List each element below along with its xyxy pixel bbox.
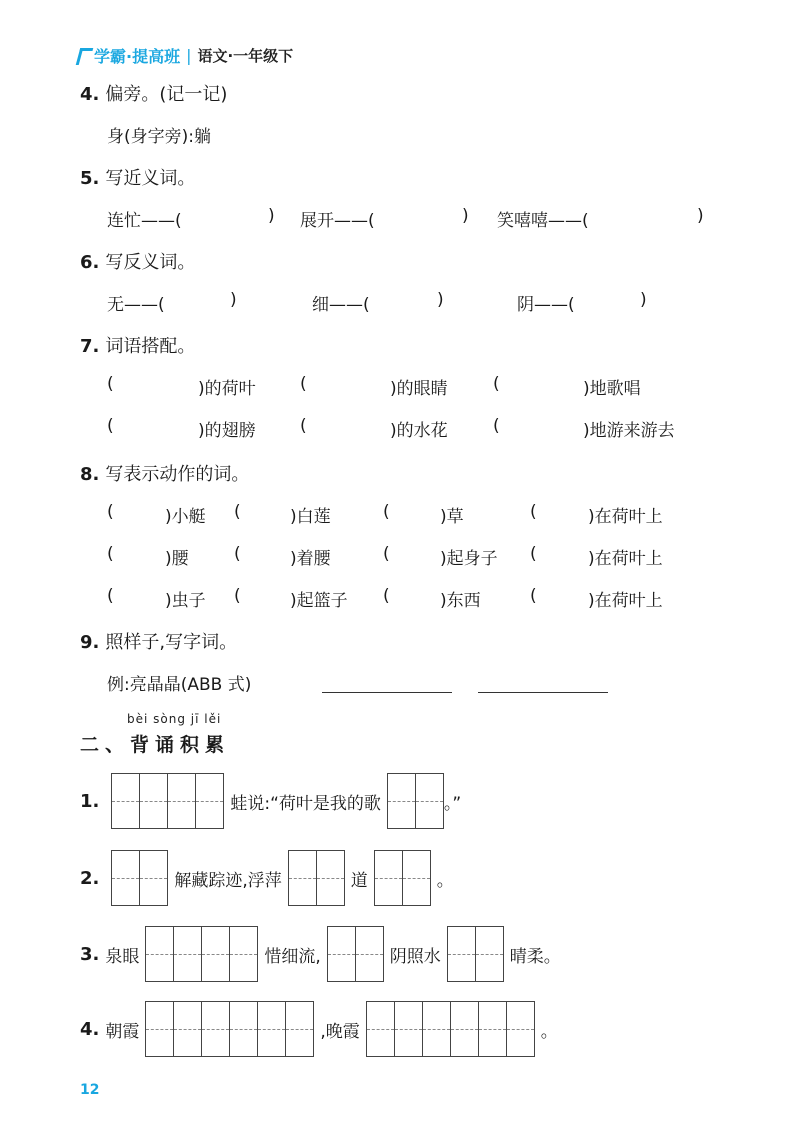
grid-cell[interactable] [174, 927, 202, 981]
q9-example: 例:亮晶晶(ABB 式) [107, 675, 252, 695]
grid-cell[interactable] [112, 851, 140, 905]
grid-cell[interactable] [479, 1002, 507, 1056]
q5-item-2-left: 展开——( [300, 211, 375, 231]
writing-grid[interactable] [288, 850, 345, 906]
grid-cell[interactable] [395, 1002, 423, 1056]
grid-cell[interactable] [168, 774, 196, 828]
grid-cell[interactable] [403, 851, 430, 905]
grid-cell[interactable] [317, 851, 344, 905]
q8-r3-text-3: )东西 [440, 591, 481, 611]
recite-item-3: 3. 泉眼 惜细流, 阴照水 晴柔。 [80, 926, 561, 982]
question-8-title: 8. 写表示动作的词。 [80, 464, 250, 485]
q8-r1-open-3: ( [383, 502, 390, 522]
q6-item-3-right: ) [640, 290, 647, 310]
grid-cell[interactable] [476, 927, 503, 981]
q7-r1-text-1: )的荷叶 [198, 379, 256, 399]
grid-cell[interactable] [423, 1002, 451, 1056]
q8-r3-text-1: )虫子 [165, 591, 206, 611]
subject-title: 语文·一年级下 [197, 46, 294, 65]
writing-grid[interactable] [387, 773, 444, 829]
grid-cell[interactable] [196, 774, 223, 828]
q7-r1-text-3: )地歌唱 [583, 379, 641, 399]
q7-r2-open-3: ( [493, 416, 500, 436]
q9-answer-blank-2[interactable] [478, 672, 608, 693]
grid-cell[interactable] [140, 774, 168, 828]
q8-r3-text-2: )起篮子 [290, 591, 348, 611]
question-4-line: 身(身字旁):躺 [107, 127, 211, 147]
q7-r1-open-2: ( [300, 374, 307, 394]
writing-grid[interactable] [374, 850, 431, 906]
q8-r1-text-3: )草 [440, 507, 464, 527]
q8-r3-open-3: ( [383, 586, 390, 606]
q7-r1-open-3: ( [493, 374, 500, 394]
grid-cell[interactable] [286, 1002, 313, 1056]
writing-grid[interactable] [145, 926, 258, 982]
grid-cell[interactable] [375, 851, 403, 905]
q8-r3-open-1: ( [107, 586, 114, 606]
grid-cell[interactable] [146, 927, 174, 981]
q6-item-1-left: 无——( [107, 295, 165, 315]
grid-cell[interactable] [140, 851, 167, 905]
q7-r2-text-3: )地游来游去 [583, 421, 675, 441]
q5-item-2-right: ) [462, 206, 469, 226]
recite-item-4: 4. 朝霞 ,晚霞 。 [80, 1001, 558, 1057]
page-number: 12 [80, 1082, 100, 1098]
q8-r1-text-1: )小艇 [165, 507, 206, 527]
grid-cell[interactable] [146, 1002, 174, 1056]
grid-cell[interactable] [230, 1002, 258, 1056]
grid-cell[interactable] [230, 927, 257, 981]
q8-r2-text-3: )起身子 [440, 549, 498, 569]
q5-item-3-right: ) [697, 206, 704, 226]
q8-r3-open-2: ( [234, 586, 241, 606]
q6-item-2-left: 细——( [312, 295, 370, 315]
page-header [78, 42, 293, 68]
q7-r2-text-1: )的翅膀 [198, 421, 256, 441]
q8-r2-open-2: ( [234, 544, 241, 564]
question-5-title: 5. 写近义词。 [80, 168, 196, 189]
section-2-pinyin: bèi sòng jī lěi [127, 712, 222, 726]
section-2-title: 二、背诵积累 [80, 734, 231, 756]
q5-item-3-left: 笑嘻嘻——( [497, 211, 589, 231]
q8-r2-text-1: )腰 [165, 549, 189, 569]
recite-item-2: 2. 解藏踪迹,浮萍 道 。 [80, 850, 454, 906]
q7-r2-open-1: ( [107, 416, 114, 436]
q8-r2-open-3: ( [383, 544, 390, 564]
grid-cell[interactable] [448, 927, 476, 981]
q8-r2-open-1: ( [107, 544, 114, 564]
writing-grid[interactable] [327, 926, 384, 982]
q6-item-1-right: ) [230, 290, 237, 310]
cap-logo-icon [76, 48, 94, 65]
q8-r1-text-2: )白莲 [290, 507, 331, 527]
question-6-title: 6. 写反义词。 [80, 252, 196, 273]
q7-r2-text-2: )的水花 [390, 421, 448, 441]
q5-item-1-left: 连忙——( [107, 211, 182, 231]
question-7-title: 7. 词语搭配。 [80, 336, 196, 357]
writing-grid[interactable] [111, 850, 168, 906]
writing-grid[interactable] [111, 773, 224, 829]
q8-r1-open-4: ( [530, 502, 537, 522]
q8-r2-text-2: )着腰 [290, 549, 331, 569]
writing-grid[interactable] [366, 1001, 535, 1057]
grid-cell[interactable] [356, 927, 383, 981]
writing-grid[interactable] [145, 1001, 314, 1057]
grid-cell[interactable] [451, 1002, 479, 1056]
grid-cell[interactable] [258, 1002, 286, 1056]
q8-r1-open-2: ( [234, 502, 241, 522]
recite-item-1: 1. 蛙说:“荷叶是我的歌 。” [80, 773, 461, 829]
q8-r1-open-1: ( [107, 502, 114, 522]
question-9-title: 9. 照样子,写字词。 [80, 632, 238, 653]
writing-grid[interactable] [447, 926, 504, 982]
q8-r3-text-4: )在荷叶上 [588, 591, 663, 611]
q6-item-3-left: 阴——( [517, 295, 575, 315]
q8-r2-text-4: )在荷叶上 [588, 549, 663, 569]
q9-answer-blank-1[interactable] [322, 672, 452, 693]
grid-cell[interactable] [202, 927, 230, 981]
header-separator: | [186, 45, 192, 65]
grid-cell[interactable] [202, 1002, 230, 1056]
q7-r2-open-2: ( [300, 416, 307, 436]
q7-r1-open-1: ( [107, 374, 114, 394]
brand-title: 学霸·提高班 [94, 46, 181, 66]
q5-item-1-right: ) [268, 206, 275, 226]
q6-item-2-right: ) [437, 290, 444, 310]
q8-r3-open-4: ( [530, 586, 537, 606]
q7-r1-text-2: )的眼睛 [390, 379, 448, 399]
grid-cell[interactable] [328, 927, 356, 981]
q8-r1-text-4: )在荷叶上 [588, 507, 663, 527]
grid-cell[interactable] [367, 1002, 395, 1056]
grid-cell[interactable] [416, 774, 443, 828]
grid-cell[interactable] [507, 1002, 534, 1056]
grid-cell[interactable] [289, 851, 317, 905]
q8-r2-open-4: ( [530, 544, 537, 564]
grid-cell[interactable] [174, 1002, 202, 1056]
grid-cell[interactable] [388, 774, 416, 828]
question-4-title: 4. 偏旁。(记一记) [80, 84, 228, 105]
grid-cell[interactable] [112, 774, 140, 828]
